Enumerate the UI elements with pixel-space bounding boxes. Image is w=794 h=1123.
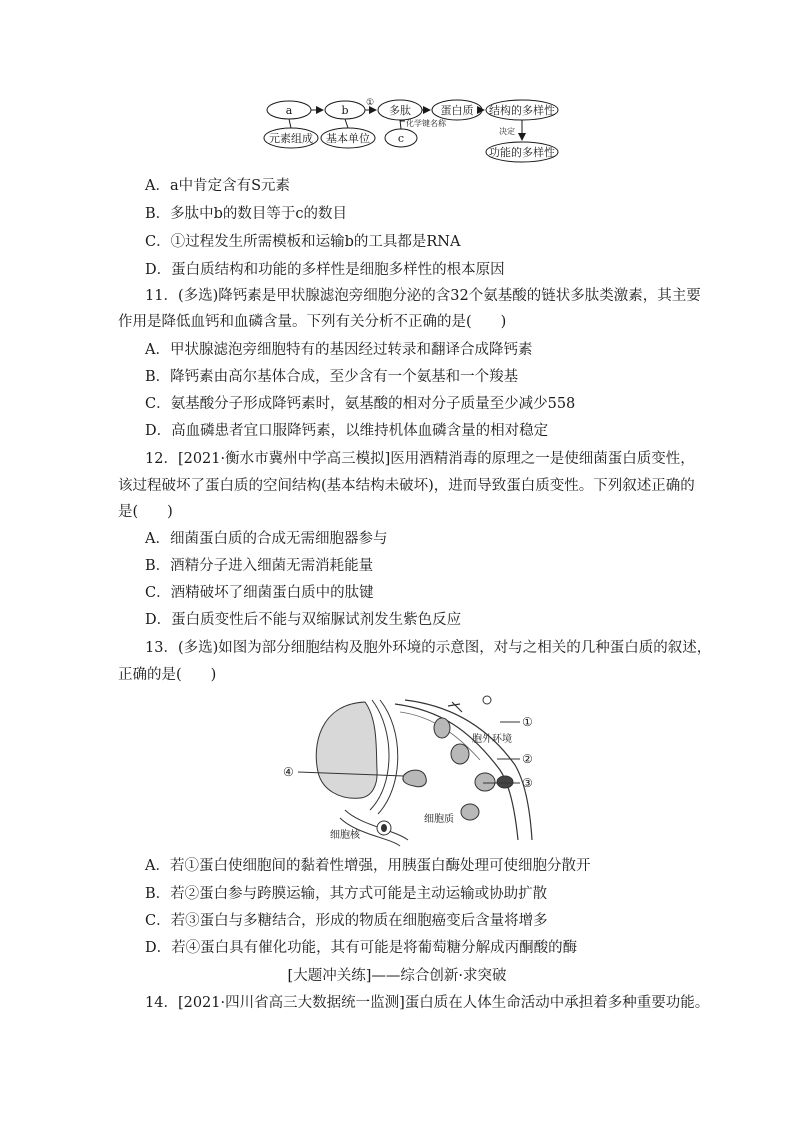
figure-label-1: ① <box>522 715 533 729</box>
q12-stem-line3: 是( ) <box>118 504 173 520</box>
q14-stem-line1: 14．[2021·四川省高三大数据统一监测]蛋白质在人体生命活动中承担着多种重要功能。 <box>145 995 710 1011</box>
q11-option-c: C．氨基酸分子形成降钙素时，氨基酸的相对分子质量至少减少558 <box>145 396 576 412</box>
protein-2-shape <box>451 744 469 764</box>
section-title: [大题冲关练]——综合创新·求突破 <box>287 968 507 984</box>
figure-label-4: ④ <box>283 765 294 779</box>
figure-label-3: ③ <box>522 776 533 790</box>
node-peptide-label: 多肽 <box>389 104 411 117</box>
process-one-label: ① <box>365 98 375 108</box>
figure-label-2: ② <box>522 752 533 766</box>
node-protein-label: 蛋白质 <box>440 104 474 117</box>
q12-option-b: B．酒精分子进入细菌无需消耗能量 <box>145 558 374 574</box>
q11-option-a: A．甲状腺滤泡旁细胞特有的基因经过转录和翻译合成降钙素 <box>145 342 533 358</box>
q11-option-d: D．高血磷患者宜口服降钙素，以维持机体血磷含量的相对稳定 <box>145 423 549 439</box>
q12-option-a: A．细菌蛋白质的合成无需细胞器参与 <box>145 531 388 547</box>
protein-3-shape <box>475 773 495 791</box>
q13-option-a: A．若①蛋白使细胞间的黏着性增强，用胰蛋白酶处理可使细胞分散开 <box>145 858 591 874</box>
q10-option-b: B．多肽中b的数目等于c的数目 <box>145 206 348 222</box>
q13-stem-line2: 正确的是( ) <box>118 667 217 683</box>
q12-option-c: C．酒精破坏了细菌蛋白质中的肽键 <box>145 585 374 601</box>
q13-stem-line1: 13．(多选)如图为部分细胞结构及胞外环境的示意图，对与之相关的几种蛋白质的叙述， <box>145 640 712 656</box>
decides-label: 决定 <box>499 127 515 136</box>
figure-label-nucleus: 细胞核 <box>330 830 360 841</box>
q11-stem-line1: 11．(多选)降钙素是甲状腺滤泡旁细胞分泌的含32个氨基酸的链状多肽类激素，其主要 <box>145 288 701 304</box>
node-element-label: 元素组成 <box>269 132 313 145</box>
node-a-label: a <box>285 104 293 117</box>
q12-option-d: D．蛋白质变性后不能与双缩脲试剂发生紫色反应 <box>145 612 462 628</box>
q10-option-a: A．a中肯定含有S元素 <box>145 178 291 194</box>
node-structure-diversity-label: 结构的多样性 <box>489 104 555 117</box>
cell-structure-figure <box>0 690 794 850</box>
node-c-label: c <box>397 132 405 145</box>
q11-stem-line2: 作用是降低血钙和血磷含量。下列有关分析不正确的是( ) <box>118 314 507 330</box>
q13-option-c: C．若③蛋白与多糖结合，形成的物质在细胞癌变后含量将增多 <box>145 913 548 929</box>
bond-name-label: 化学键名称 <box>406 119 446 128</box>
node-function-diversity-label: 功能的多样性 <box>489 146 555 159</box>
q10-option-c: C．①过程发生所需模板和运输b的工具都是RNA <box>145 234 461 250</box>
nucleus-shape <box>316 702 377 798</box>
q12-stem-line2: 该过程破坏了蛋白质的空间结构(基本结构未破坏)，进而导致蛋白质变性。下列叙述正确的 <box>118 478 695 494</box>
q11-option-b: B．降钙素由高尔基体合成，至少含有一个氨基和一个羧基 <box>145 369 519 385</box>
q10-option-d: D．蛋白质结构和功能的多样性是细胞多样性的根本原因 <box>145 262 505 278</box>
protein-1-shape <box>434 718 450 738</box>
q13-option-b: B．若②蛋白参与跨膜运输，其方式可能是主动运输或协助扩散 <box>145 886 548 902</box>
q13-option-d: D．若④蛋白具有催化功能，其有可能是将葡萄糖分解成丙酮酸的酶 <box>145 940 578 956</box>
node-b-label: b <box>341 104 349 117</box>
node-basic-unit-label: 基本单位 <box>326 132 370 145</box>
q12-stem-line1: 12．[2021·衡水市冀州中学高三模拟]医用酒精消毒的原理之一是使细菌蛋白质变性， <box>145 451 695 467</box>
protein-4-shape <box>403 770 426 787</box>
protein-flow-diagram <box>0 0 794 175</box>
figure-label-cytoplasm: 细胞质 <box>424 814 454 825</box>
figure-label-extracellular: 胞外环境 <box>472 734 512 745</box>
